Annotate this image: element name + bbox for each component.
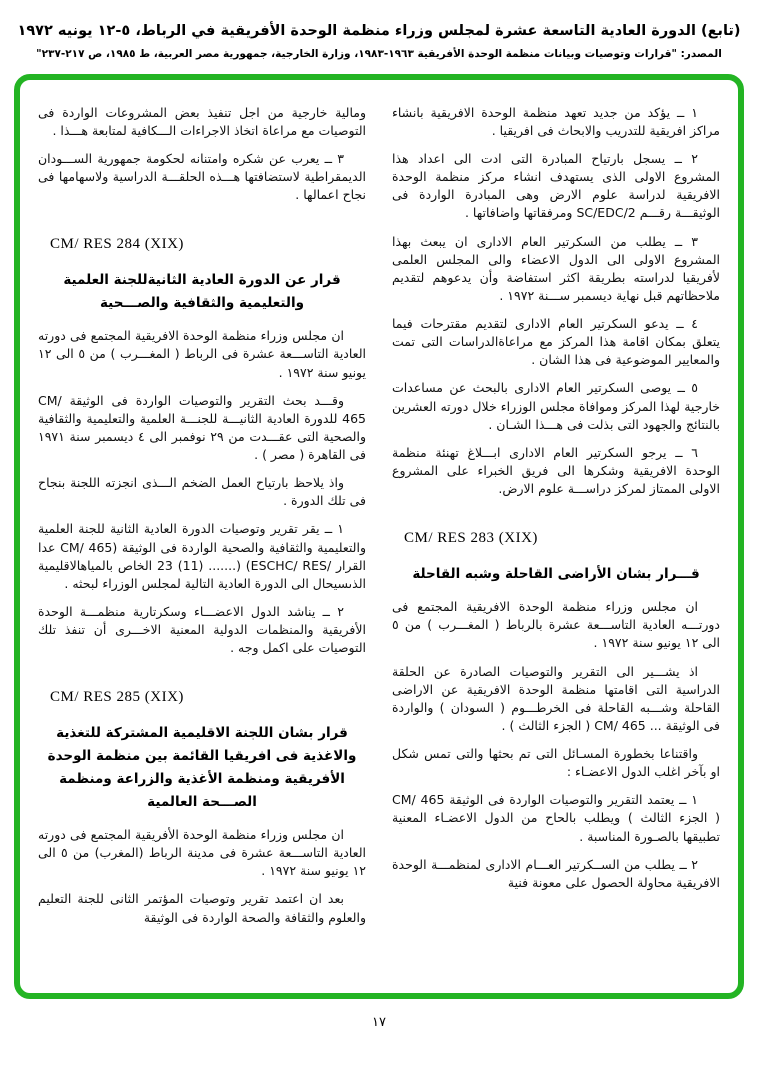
- header-session-line: (تابع) الدورة العادية التاسعة عشرة لمجلس وزراء منظمة الوحدة الأفريقية في الرباط، ٥-١٢ يونيه ١٩٧٢: [17, 23, 741, 39]
- paragraph: ١ ــ يعتمد التقرير والتوصيات الواردة فى الوثيقة CM/ 465 ( الجزء الثالث ) ويطلب بالحاح من الدول الاعضـاء المعنية تطبيقها بالصـورة المناسبة .: [392, 792, 720, 844]
- resolution-title: قـــرار بشان الأراضى القاحلة وشبه القاحلة: [412, 566, 700, 583]
- header-source-line: المصدر: "قرارات وتوصيات وبيانات منظمة الوحدة الأفريقية ١٩٦٣-١٩٨٣، وزارة الخارجية، جمهورية مصر العربية، ط ١٩٨٥، ص ٢١٧-٢٣٧": [36, 47, 722, 60]
- paragraph: ان مجلس وزراء منظمة الوحدة الأفريقية المجتمع فى دورته العادية التاســـعة عشرة فى مدينة الرباط (المغرب) من ٥ الى ١٢ يونيو سنة ١٩٧٢ .: [38, 827, 366, 879]
- column-first-right: [392, 104, 720, 983]
- paragraph: ٢ ــ يطلب من الســكرتير العـــام الادارى لمنظمـــة الوحدة الافريقية محاولة الحصول على معونة فنية: [392, 856, 720, 890]
- page-footer: [0, 1015, 758, 1030]
- resolution-title: قرار عن الدورة العادية الثانيةللجنة العلمية والتعليمية والثقافية والصـــحية: [63, 272, 341, 312]
- paragraph: واقتناعا بخطورة المسـائل التى تم بحثها والتى تمس شكل او بآخر اغلب الدول الاعضـاء :: [392, 746, 720, 780]
- paragraph: ٢ ــ يناشد الدول الاعضـــاء وسكرتارية منظمـــة الوحدة الأفريقية والمنظمات الدولية المعنية الاخـــرى أن تنفذ تلك التوصيات على اكمل وجه .: [38, 603, 366, 656]
- paragraph: ان مجلس وزراء منظمة الوحدة الافريقية المجتمع فى دورته العادية التاســـعة عشرة فى الرباط ( المغـــرب ) من ٥ الى ١٢ يونيو سنة ١٩٧٢ .: [38, 328, 366, 380]
- paragraph: وقـــد بحث التقرير والتوصيات الواردة فى الوثيقة CM/ 465 للدورة العادية الثانيـــة للجنـــة العلمية والتعليمية والثقافية والصحية التى عقـــدت من ٢٩ نوفمبر الى ٤ ديسمبر سنة ١٩٧١ فى القاهرة ( مصر ) .: [38, 392, 366, 463]
- resolution-code: CM/ RES 284 (XIX): [50, 236, 184, 253]
- paragraph: ٢ ــ يسجل بارتياح المبادرة التى ادت الى اعداد هذا المشروع الاولى الذى يستهدف انشاء مركز منظمة الوحدة الافريقية لدراسة علوم الارض وهى المبادرة الواردة فى الوثيقـــة رقـــم SC/EDC/2 ومرفقاتها واضافاتها .: [392, 151, 720, 221]
- paragraph: ومالية خارجية من اجل تنفيذ بعض المشروعات الواردة فى التوصيات مع مراعاة اتخاذ الاجراءات الـــكافية لمتابعة هـــذا .: [38, 104, 366, 138]
- page-header: [0, 0, 758, 60]
- paragraph: بعد ان اعتمد تقرير وتوصيات المؤتمر الثانى للجنة التعليم والعلوم والثقافة والصحة الواردة فى الوثيقة: [38, 891, 366, 925]
- paragraph: ١ ــ يؤكد من جديد تعهد منظمة الوحدة الافريقية بانشاء مراكز افريقية للتدريب والابحاث فى افريقيا .: [392, 104, 720, 138]
- paragraph: اذ يشـــير الى التقرير والتوصيات الصادرة عن الحلقة الدراسية التى اقامتها منظمة الوحدة الافريقية عن الاراضى القاحلة وشـــبه القاحلة فى الخرطـــوم ( السودان ) والواردة فى الوثيقة ... CM/ 465 ( الجزء الثالث ) .: [392, 663, 720, 733]
- paragraph: ان مجلس وزراء منظمة الوحدة الافريقية المجتمع فى دورتـــه العادية التاســـعة عشرة بالرباط ( المغـــرب ) من ٥ الى ١٢ يونيو سنة ١٩٧٢ .: [392, 599, 720, 651]
- paragraph: واذ يلاحظ بارتياح العمل الضخم الـــذى انجزته اللجنة بنجاح فى تلك الدورة .: [38, 475, 366, 509]
- document-frame: [14, 74, 744, 999]
- paragraph: ٣ ــ يطلب من السكرتير العام الادارى ان يبعث بهذا المشروع الاولى الى الدول الاعضاء والى المجلس العلمى لأفريقيا لدراسته بطريقة اكثر استفاضة وأن يدعوهم لتقديم ملاحظاتهم قبل نهاية ديسمبر ســـنة ١٩٧٢ .: [392, 233, 720, 303]
- paragraph: ٣ ــ يعرب عن شكره وامتنانه لحكومة جمهورية الســـودان الديمقراطية لاستضافتها هـــذه الحلقـــة الدراسية ولاسهامها فى نجاح اعمالها .: [38, 151, 366, 203]
- two-column-layout: [38, 104, 720, 983]
- resolution-code: CM/ RES 285 (XIX): [50, 689, 184, 706]
- paragraph: ١ ــ يقر تقرير وتوصيات الدورة العادية الثانية للجنة العلمية والتعليمية والثقافية والصحية الواردة فى الوثيقة (CM/ 465 عدا القرار /ESCHC/ RES) (....... (11) 23 الخاص بالمياهالاقليمية الذىسيحال الى الدورة العادية التالية لمجلس الوزراء لبحثه .: [38, 521, 367, 591]
- resolution-title: قرار بشان اللجنة الاقليمية المشتركة للتغذية والاغذية فى افريقيا القائمة بين منظمة الوحدة الأفريقية ومنظمة الأغذية والزراعة ومنظمة الصـــحة العالمية: [47, 725, 357, 811]
- column-second-left: [38, 104, 366, 983]
- resolution-code: CM/ RES 283 (XIX): [404, 530, 538, 547]
- paragraph: ٦ ــ يرجو السكرتير العام الادارى ابـــلاغ تهنئة منظمة الوحدة الافريقية وشكرها الى فريق الخبراء على المشروع الاولى الممتاز لمركز دراســـة علوم الارض.: [392, 444, 720, 497]
- page-number: ١٧: [372, 1014, 386, 1030]
- paragraph: ٥ ــ يوصى السكرتير العام الادارى بالبحث عن مساعدات خارجية لهذا المركز وموافاة مجلس الوزراء خلال دورته العشرين بالنتائج والجهود التى بذلت فى هـــذا الشـان .: [392, 380, 720, 432]
- paragraph: ٤ ــ يدعو السكرتير العام الادارى لتقديم مقترحات فيما يتعلق بمكان اقامة هذا المركز مع مراعاةالدراسات التى تمت والمعايير الموضوعية فى هذا الشان .: [392, 316, 720, 368]
